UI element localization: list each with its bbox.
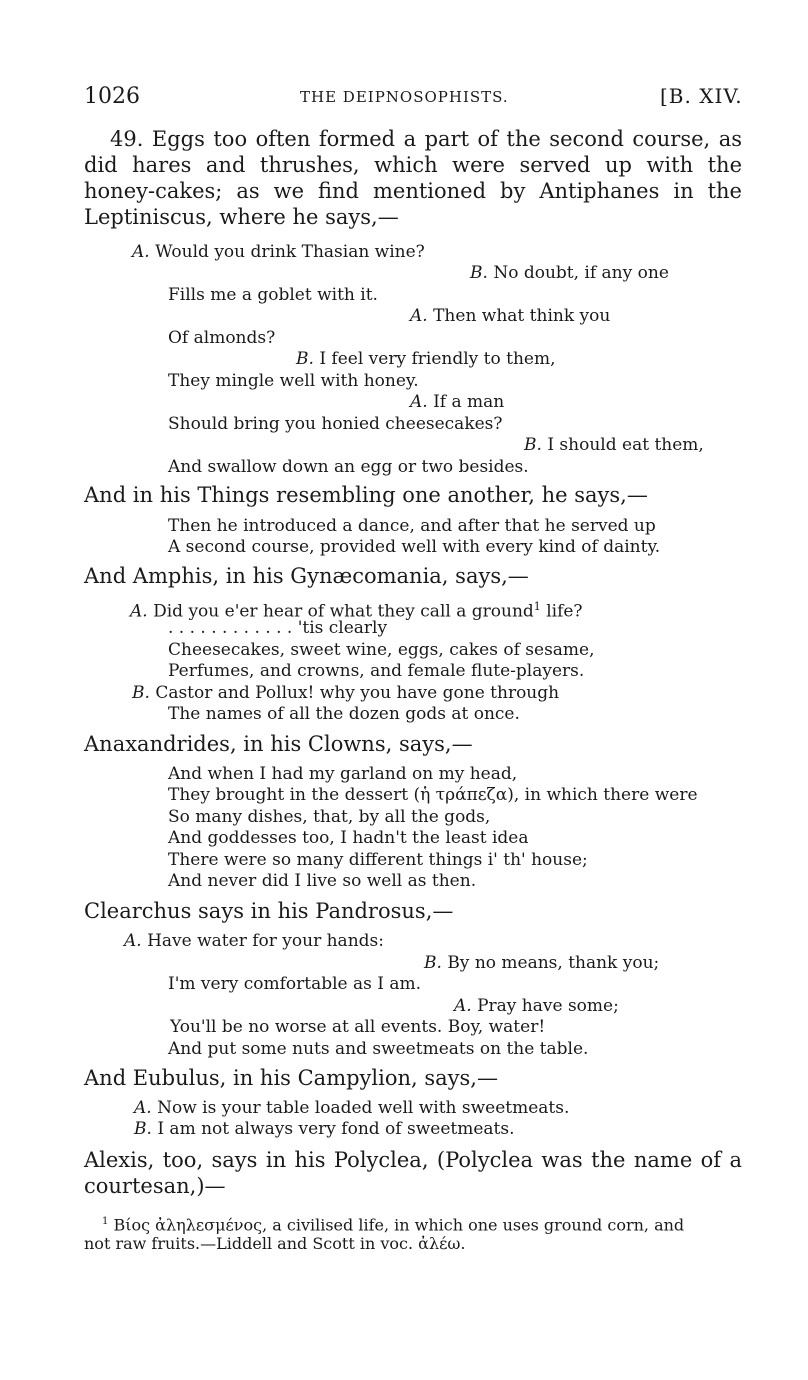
speaker-label: A. Did you e'er hear of what they call a ground$^1$ life? (130, 600, 583, 622)
para49-line4: Leptiniscus, where he says,— (84, 205, 399, 229)
verse-line: And put some nuts and sweetmeats on the table. (168, 1039, 589, 1059)
verse-line: Should bring you honied cheesecakes? (168, 414, 503, 434)
alexis-line1: Alexis, too, says in his Polyclea, (Polyclea was the name of a (84, 1148, 742, 1172)
book-indicator: [B. XIV. (660, 84, 743, 108)
verse-line: There were so many different things i' th' house; (168, 850, 588, 870)
verse-line: They brought in the dessert (ἡ τράπεζα), in which there were (168, 785, 698, 805)
speaker-label: B. Castor and Pollux! why you have gone through (132, 683, 560, 703)
para49-line3: honey-cakes; as we find mentioned by Antiphanes in the (84, 179, 742, 203)
footnote-ref: 1 (533, 600, 541, 613)
verse-line: And never did I live so well as then. (168, 871, 477, 891)
speaker-label: B. I feel very friendly to them, (296, 349, 556, 369)
alexis-line2: courtesan,)— (84, 1174, 226, 1198)
intro-line: Anaxandrides, in his Clowns, says,— (84, 732, 473, 756)
verse-line: Of almonds? (168, 328, 276, 348)
footnote-mark: 1 (102, 1216, 109, 1227)
speaker-label: A. Then what think you (410, 306, 611, 326)
speaker-label: B. I should eat them, (524, 435, 704, 455)
speaker-label: A. Have water for your hands: (124, 931, 384, 951)
footnote-line1: $^1$ Βίος ἀληλεσμένος, a civilised life, in which one uses ground corn, and (102, 1215, 685, 1235)
intro-line: And Amphis, in his Gynæcomania, says,— (84, 564, 529, 588)
para49-line2: did hares and thrushes, which were served up with the (84, 153, 742, 177)
verse-line: And when I had my garland on my head, (168, 764, 518, 784)
verse-line: And goddesses too, I hadn't the least idea (168, 828, 529, 848)
verse-line: You'll be no worse at all events. Boy, water! (170, 1017, 546, 1037)
verse-line: . . . . . . . . . . . . 'tis clearly (168, 618, 388, 638)
para49-line1: 49. Eggs too often formed a part of the second course, as (110, 127, 742, 151)
verse-line: I'm very comfortable as I am. (168, 974, 422, 994)
intro-line: Clearchus says in his Pandrosus,— (84, 899, 454, 923)
speaker-label: A. If a man (410, 392, 505, 412)
speaker-label: A. Now is your table loaded well with sweetmeats. (134, 1098, 570, 1118)
verse-line: Fills me a goblet with it. (168, 285, 378, 305)
verse-line: They mingle well with honey. (168, 371, 419, 391)
verse-line: A second course, provided well with every kind of dainty. (168, 537, 661, 557)
verse-line: Cheesecakes, sweet wine, eggs, cakes of sesame, (168, 640, 595, 660)
intro-line: And Eubulus, in his Campylion, says,— (84, 1066, 498, 1090)
speaker-label: A. Pray have some; (454, 996, 619, 1016)
speaker-label: B. No doubt, if any one (470, 263, 669, 283)
verse-line: Perfumes, and crowns, and female flute-players. (168, 661, 585, 681)
verse-line: So many dishes, that, by all the gods, (168, 807, 491, 827)
speaker-label: A. Would you drink Thasian wine? (132, 242, 425, 262)
speaker-label: B. By no means, thank you; (424, 953, 660, 973)
verse-line: And swallow down an egg or two besides. (168, 457, 529, 477)
running-title: THE DEIPNOSOPHISTS. (300, 88, 509, 106)
page-number: 1026 (84, 84, 140, 109)
speaker-label: B. I am not always very fond of sweetmeats. (134, 1119, 515, 1139)
footnote-line2: not raw fruits.—Liddell and Scott in voc. ἀλέω. (84, 1234, 466, 1253)
verse-line: Then he introduced a dance, and after that he served up (168, 516, 656, 536)
verse-line: The names of all the dozen gods at once. (168, 704, 520, 724)
intro-line: And in his Things resembling one another, he says,— (84, 483, 648, 507)
